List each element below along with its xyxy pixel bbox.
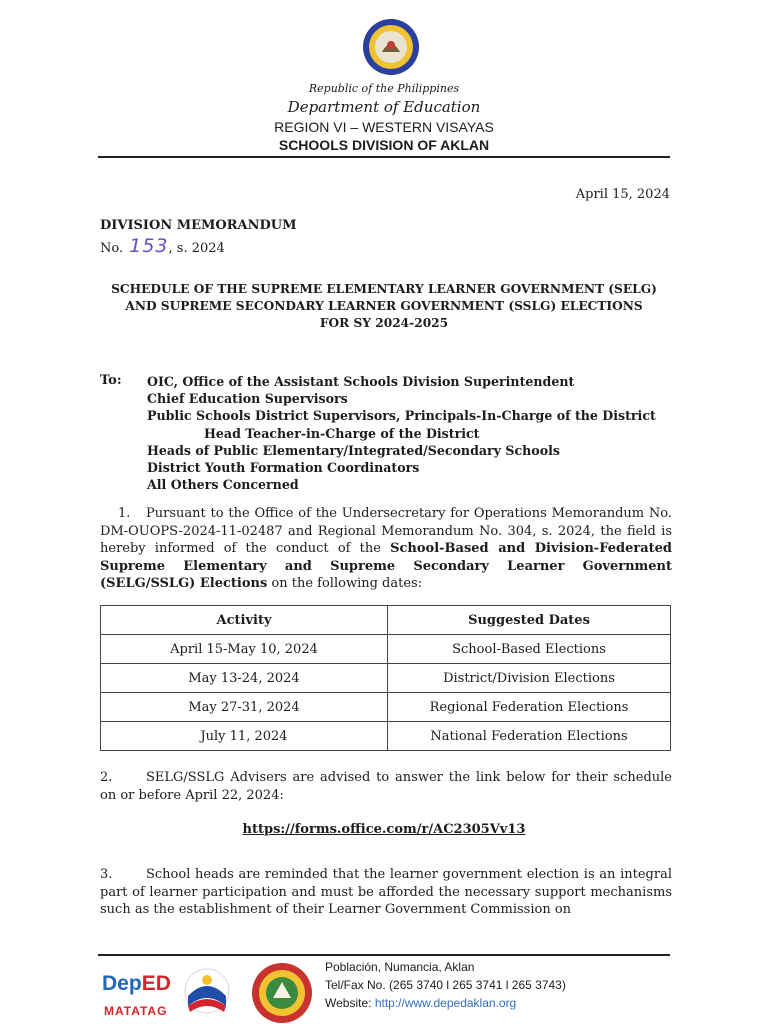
department-heading: Department of Education [287,98,481,116]
recipient-list [147,373,656,493]
paragraph-2 [100,769,672,804]
memo-number [100,235,225,257]
paragraph-3 [100,866,672,919]
table-header-row [101,606,671,635]
memo-no-prefix: No. [100,241,124,256]
recipient-item: Heads of Public Elementary/Integrated/Secondary Schools [147,442,560,458]
to-label: To: [100,373,122,388]
subject-line-1: SCHEDULE OF THE SUPREME ELEMENTARY LEARNER GOVERNMENT (SELG) [111,282,657,296]
paragraph-1 [100,505,672,593]
election-schedule-table [100,605,671,751]
paragraph-1-bold: School-Based and Division-Federated Supreme Elementary and Supreme Secondary Learner Government (SELG/SSLG) Elections [100,541,672,592]
paragraph-number: 2. [100,770,113,785]
deped-logo-text: DepED [102,972,171,995]
republic-heading: Republic of the Philippines [308,82,460,95]
table-row [101,664,671,693]
table-cell: July 11, 2024 [101,722,388,751]
matatag-logo-text: MATATAG [104,1004,168,1018]
footer-tel: Tel/Fax No. (265 3740 l 265 3741 l 265 3743) [325,978,566,992]
footer-website [325,994,566,1012]
recipient-item: Chief Education Supervisors [147,391,348,407]
table-cell: May 27-31, 2024 [101,693,388,722]
memo-type: DIVISION MEMORANDUM [100,218,297,233]
memo-date: April 15, 2024 [575,187,670,202]
table-cell: April 15-May 10, 2024 [101,635,388,664]
recipient-item: Public Schools District Supervisors, Principals-In-Charge of the District [147,408,656,424]
survey-link[interactable]: https://forms.office.com/r/AC2305Vv13 [242,822,526,837]
memo-series: , s. 2024 [168,241,225,256]
region-heading: REGION VI – WESTERN VISAYAS [274,119,494,135]
paragraph-number: 1. [118,506,131,521]
table-header-activity: Activity [101,606,388,635]
footer-address: Población, Numancia, Aklan [325,960,475,974]
footer-contact [325,958,566,1012]
recipient-item: All Others Concerned [147,477,299,493]
footer-divider [98,954,670,956]
footer-website-link[interactable]: http://www.depedaklan.org [374,996,517,1010]
memo-subject [98,281,670,332]
recipient-item: District Youth Formation Coordinators [147,460,420,476]
subject-line-3: FOR SY 2024-2025 [319,316,449,330]
recipient-item: Head Teacher-in-Charge of the District [204,425,480,441]
division-heading: SCHOOLS DIVISION OF AKLAN [278,137,490,153]
header-divider [98,156,670,158]
paragraph-3-text: School heads are reminded that the learner government election is an integral part of learner participation and must be afforded the necessary support mechanisms such as the establishment of their Learner Government Commission on [100,867,672,918]
table-cell: National Federation Elections [388,722,671,751]
table-row [101,722,671,751]
paragraph-number: 3. [100,867,113,882]
table-cell: District/Division Elections [388,664,671,693]
deped-logo [102,972,171,996]
recipient-item: OIC, Office of the Assistant Schools Division Superintendent [147,374,575,389]
table-cell: Regional Federation Elections [388,693,671,722]
table-cell: May 13-24, 2024 [101,664,388,693]
memo-handwritten-number: 153 [129,235,169,257]
footer-website-label: Website: [325,996,375,1010]
table-row [101,635,671,664]
table-cell: School-Based Elections [388,635,671,664]
sdo-aklan-seal-icon [251,962,313,1024]
paragraph-1-text-a: Pursuant to the Office of the Undersecretary for Operations Memorandum No. DM-OUOPS-2024-11-02487 and Regional Memorandum No. 304, s. 2024, the field is hereby informed of the conduct of the [100,506,672,557]
table-row [101,693,671,722]
paragraph-1-text-b: on the following dates: [267,576,423,592]
subject-line-2: AND SUPREME SECONDARY LEARNER GOVERNMENT (SSLG) ELECTIONS [125,299,643,313]
bagong-pilipinas-logo-icon [178,966,236,1016]
paragraph-2-text: SELG/SSLG Advisers are advised to answer the link below for their schedule on or before April 22, 2024: [100,770,672,803]
table-header-dates: Suggested Dates [388,606,671,635]
deped-seal-icon [362,18,420,76]
